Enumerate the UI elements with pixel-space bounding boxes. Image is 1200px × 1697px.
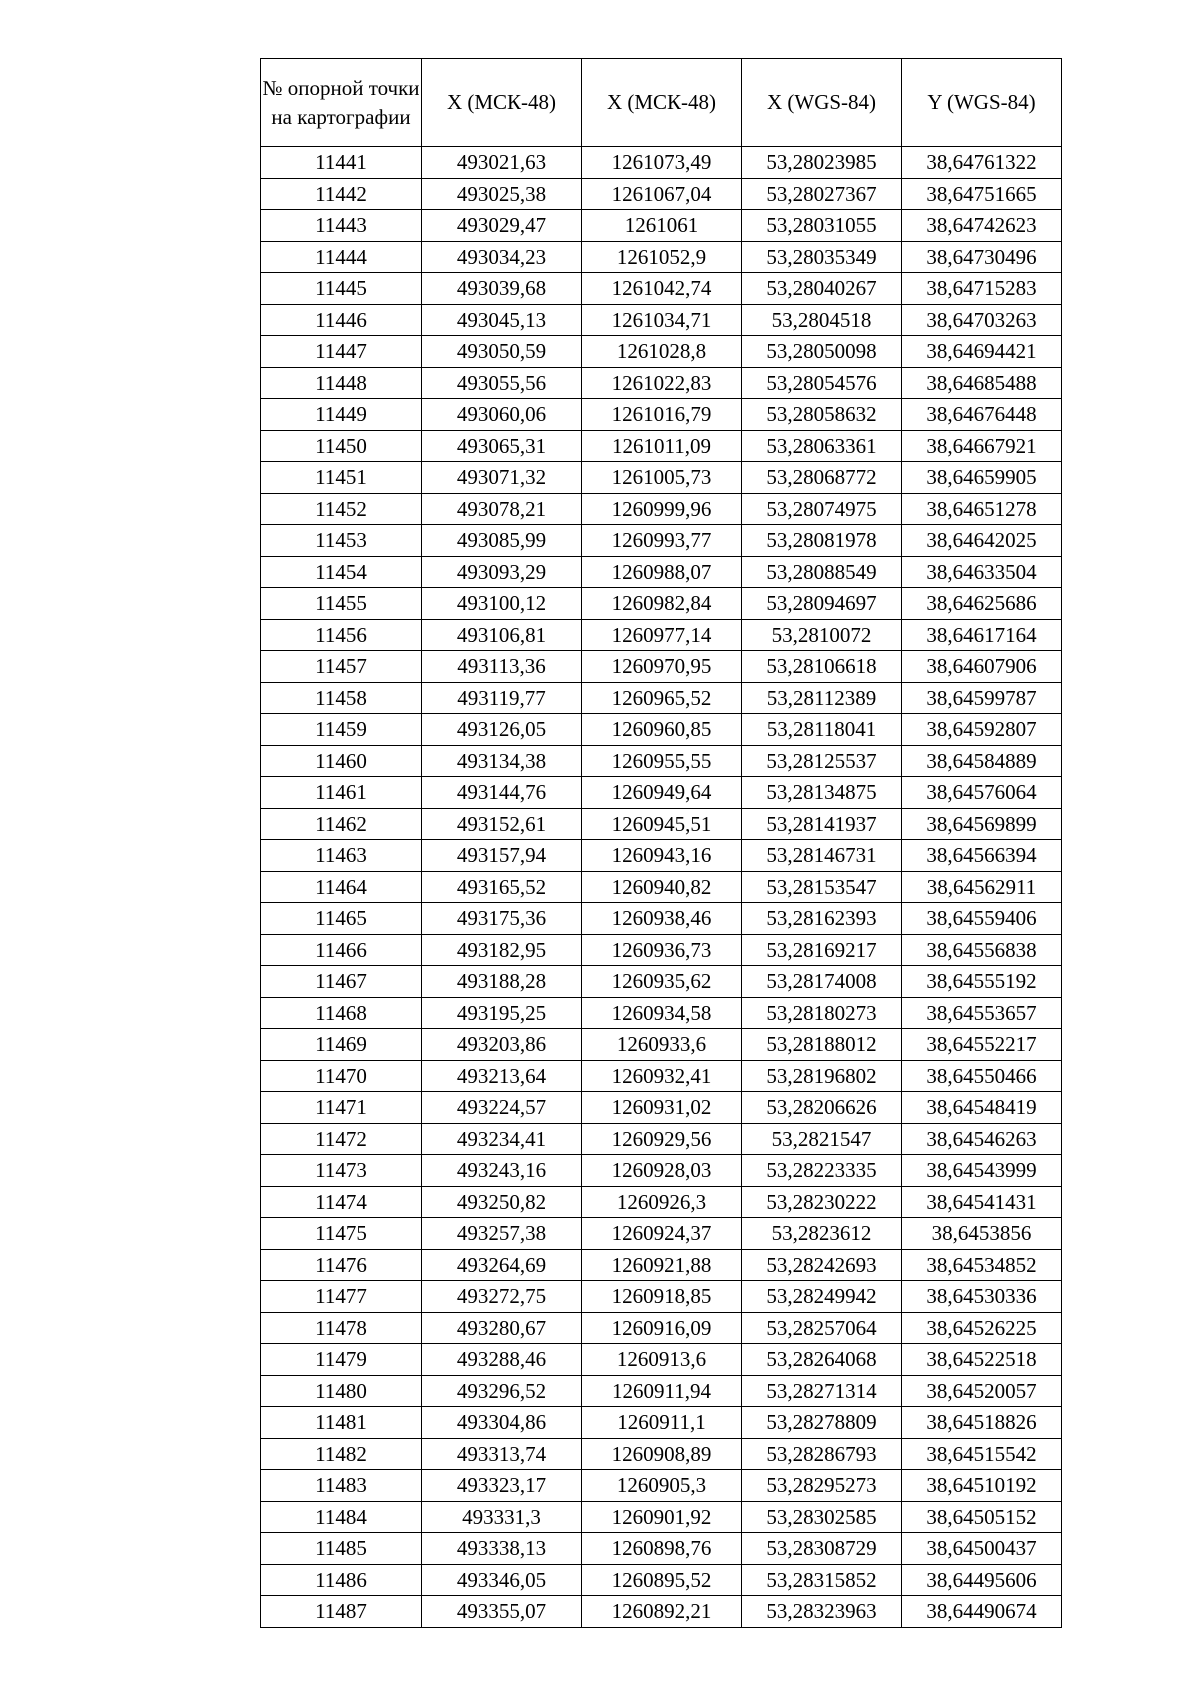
table-row <box>261 1596 1062 1628</box>
cell-x-msk48-second: 1261042,74 <box>582 273 742 305</box>
cell-x-wgs84: 53,28188012 <box>742 1029 902 1061</box>
cell-y-wgs84: 38,64659905 <box>902 462 1062 494</box>
cell-x-wgs84: 53,28169217 <box>742 934 902 966</box>
table-row <box>261 966 1062 998</box>
cell-x-wgs84: 53,28134875 <box>742 777 902 809</box>
cell-y-wgs84: 38,64685488 <box>902 367 1062 399</box>
cell-x-wgs84: 53,28081978 <box>742 525 902 557</box>
cell-x-wgs84: 53,28125537 <box>742 745 902 777</box>
cell-y-wgs84: 38,64526225 <box>902 1312 1062 1344</box>
table-body <box>261 147 1062 1628</box>
cell-x-msk48: 493144,76 <box>422 777 582 809</box>
cell-x-msk48: 493338,13 <box>422 1533 582 1565</box>
cell-y-wgs84: 38,64550466 <box>902 1060 1062 1092</box>
cell-x-msk48: 493182,95 <box>422 934 582 966</box>
cell-x-msk48-second: 1260924,37 <box>582 1218 742 1250</box>
cell-x-wgs84: 53,28153547 <box>742 871 902 903</box>
cell-point-number: 11467 <box>261 966 422 998</box>
cell-point-number: 11441 <box>261 147 422 179</box>
table-row <box>261 178 1062 210</box>
cell-y-wgs84: 38,64617164 <box>902 619 1062 651</box>
table-row <box>261 367 1062 399</box>
cell-x-wgs84: 53,28162393 <box>742 903 902 935</box>
cell-x-msk48: 493126,05 <box>422 714 582 746</box>
table-row <box>261 1092 1062 1124</box>
cell-point-number: 11474 <box>261 1186 422 1218</box>
cell-x-wgs84: 53,28027367 <box>742 178 902 210</box>
cell-x-msk48-second: 1260918,85 <box>582 1281 742 1313</box>
cell-x-msk48-second: 1260921,88 <box>582 1249 742 1281</box>
table-row <box>261 871 1062 903</box>
table-row <box>261 903 1062 935</box>
cell-x-msk48: 493250,82 <box>422 1186 582 1218</box>
cell-x-msk48-second: 1260960,85 <box>582 714 742 746</box>
header-y-wgs84: Y (WGS-84) <box>902 59 1062 147</box>
cell-y-wgs84: 38,64576064 <box>902 777 1062 809</box>
cell-x-wgs84: 53,28141937 <box>742 808 902 840</box>
cell-y-wgs84: 38,64625686 <box>902 588 1062 620</box>
cell-x-msk48: 493134,38 <box>422 745 582 777</box>
cell-y-wgs84: 38,64541431 <box>902 1186 1062 1218</box>
cell-x-msk48-second: 1261011,09 <box>582 430 742 462</box>
cell-x-msk48: 493100,12 <box>422 588 582 620</box>
cell-x-msk48: 493331,3 <box>422 1501 582 1533</box>
cell-x-msk48: 493060,06 <box>422 399 582 431</box>
cell-x-wgs84: 53,28308729 <box>742 1533 902 1565</box>
cell-point-number: 11447 <box>261 336 422 368</box>
cell-y-wgs84: 38,64548419 <box>902 1092 1062 1124</box>
header-point-number: № опорной точки на картографии <box>261 59 422 147</box>
table-row <box>261 430 1062 462</box>
cell-point-number: 11463 <box>261 840 422 872</box>
cell-y-wgs84: 38,64715283 <box>902 273 1062 305</box>
table-row <box>261 619 1062 651</box>
cell-y-wgs84: 38,64520057 <box>902 1375 1062 1407</box>
cell-x-wgs84: 53,28295273 <box>742 1470 902 1502</box>
cell-x-msk48: 493188,28 <box>422 966 582 998</box>
coordinates-table <box>260 58 1062 1628</box>
table-row <box>261 934 1062 966</box>
cell-point-number: 11458 <box>261 682 422 714</box>
cell-point-number: 11479 <box>261 1344 422 1376</box>
cell-y-wgs84: 38,64495606 <box>902 1564 1062 1596</box>
cell-point-number: 11471 <box>261 1092 422 1124</box>
cell-x-msk48: 493085,99 <box>422 525 582 557</box>
cell-x-msk48-second: 1261073,49 <box>582 147 742 179</box>
cell-y-wgs84: 38,64592807 <box>902 714 1062 746</box>
cell-y-wgs84: 38,64515542 <box>902 1438 1062 1470</box>
cell-x-wgs84: 53,28174008 <box>742 966 902 998</box>
cell-x-msk48-second: 1260955,55 <box>582 745 742 777</box>
cell-x-msk48-second: 1260895,52 <box>582 1564 742 1596</box>
cell-y-wgs84: 38,64555192 <box>902 966 1062 998</box>
cell-x-msk48-second: 1260911,1 <box>582 1407 742 1439</box>
table-row <box>261 241 1062 273</box>
cell-x-msk48: 493257,38 <box>422 1218 582 1250</box>
cell-point-number: 11448 <box>261 367 422 399</box>
cell-x-wgs84: 53,28040267 <box>742 273 902 305</box>
cell-x-wgs84: 53,28223335 <box>742 1155 902 1187</box>
cell-x-msk48: 493165,52 <box>422 871 582 903</box>
table-row <box>261 714 1062 746</box>
cell-y-wgs84: 38,64530336 <box>902 1281 1062 1313</box>
cell-x-msk48: 493195,25 <box>422 997 582 1029</box>
cell-y-wgs84: 38,64569899 <box>902 808 1062 840</box>
cell-y-wgs84: 38,64751665 <box>902 178 1062 210</box>
cell-x-msk48-second: 1260982,84 <box>582 588 742 620</box>
table-row <box>261 1312 1062 1344</box>
cell-x-wgs84: 53,28035349 <box>742 241 902 273</box>
cell-x-wgs84: 53,28278809 <box>742 1407 902 1439</box>
cell-x-msk48: 493313,74 <box>422 1438 582 1470</box>
cell-x-msk48-second: 1260935,62 <box>582 966 742 998</box>
table-row <box>261 1438 1062 1470</box>
cell-x-msk48: 493119,77 <box>422 682 582 714</box>
table-row <box>261 1249 1062 1281</box>
table-row <box>261 651 1062 683</box>
cell-x-msk48: 493106,81 <box>422 619 582 651</box>
cell-x-msk48: 493065,31 <box>422 430 582 462</box>
table-row <box>261 1501 1062 1533</box>
cell-y-wgs84: 38,64552217 <box>902 1029 1062 1061</box>
cell-point-number: 11465 <box>261 903 422 935</box>
cell-y-wgs84: 38,64607906 <box>902 651 1062 683</box>
cell-x-wgs84: 53,28031055 <box>742 210 902 242</box>
cell-x-msk48: 493243,16 <box>422 1155 582 1187</box>
cell-point-number: 11443 <box>261 210 422 242</box>
cell-x-wgs84: 53,2810072 <box>742 619 902 651</box>
cell-y-wgs84: 38,64694421 <box>902 336 1062 368</box>
table-row <box>261 1533 1062 1565</box>
cell-point-number: 11480 <box>261 1375 422 1407</box>
cell-y-wgs84: 38,64505152 <box>902 1501 1062 1533</box>
cell-y-wgs84: 38,64546263 <box>902 1123 1062 1155</box>
cell-x-msk48: 493323,17 <box>422 1470 582 1502</box>
cell-x-msk48-second: 1260943,16 <box>582 840 742 872</box>
table-row <box>261 493 1062 525</box>
cell-point-number: 11481 <box>261 1407 422 1439</box>
cell-point-number: 11468 <box>261 997 422 1029</box>
cell-x-wgs84: 53,28118041 <box>742 714 902 746</box>
cell-x-msk48-second: 1260970,95 <box>582 651 742 683</box>
cell-x-msk48-second: 1260916,09 <box>582 1312 742 1344</box>
table-row <box>261 525 1062 557</box>
cell-x-wgs84: 53,28286793 <box>742 1438 902 1470</box>
cell-x-msk48: 493045,13 <box>422 304 582 336</box>
header-x-wgs84: X (WGS-84) <box>742 59 902 147</box>
cell-x-wgs84: 53,28054576 <box>742 367 902 399</box>
cell-y-wgs84: 38,64553657 <box>902 997 1062 1029</box>
cell-x-msk48-second: 1261005,73 <box>582 462 742 494</box>
cell-x-msk48-second: 1260908,89 <box>582 1438 742 1470</box>
cell-x-msk48-second: 1260949,64 <box>582 777 742 809</box>
cell-x-msk48: 493093,29 <box>422 556 582 588</box>
cell-x-wgs84: 53,2821547 <box>742 1123 902 1155</box>
table-row <box>261 777 1062 809</box>
cell-x-wgs84: 53,28271314 <box>742 1375 902 1407</box>
cell-y-wgs84: 38,64651278 <box>902 493 1062 525</box>
cell-x-msk48-second: 1260988,07 <box>582 556 742 588</box>
cell-x-msk48: 493078,21 <box>422 493 582 525</box>
cell-y-wgs84: 38,64730496 <box>902 241 1062 273</box>
header-row <box>261 59 1062 147</box>
table-row <box>261 1344 1062 1376</box>
cell-x-msk48-second: 1261067,04 <box>582 178 742 210</box>
cell-x-msk48-second: 1260938,46 <box>582 903 742 935</box>
cell-x-wgs84: 53,28063361 <box>742 430 902 462</box>
cell-x-msk48: 493071,32 <box>422 462 582 494</box>
cell-point-number: 11456 <box>261 619 422 651</box>
table-row <box>261 1186 1062 1218</box>
table-row <box>261 1218 1062 1250</box>
cell-y-wgs84: 38,64510192 <box>902 1470 1062 1502</box>
cell-x-msk48-second: 1261028,8 <box>582 336 742 368</box>
cell-y-wgs84: 38,64562911 <box>902 871 1062 903</box>
cell-x-msk48-second: 1260965,52 <box>582 682 742 714</box>
cell-x-msk48-second: 1260898,76 <box>582 1533 742 1565</box>
cell-y-wgs84: 38,64500437 <box>902 1533 1062 1565</box>
cell-y-wgs84: 38,64518826 <box>902 1407 1062 1439</box>
table-header <box>261 59 1062 147</box>
cell-x-msk48: 493113,36 <box>422 651 582 683</box>
cell-x-msk48-second: 1261052,9 <box>582 241 742 273</box>
cell-x-wgs84: 53,28196802 <box>742 1060 902 1092</box>
cell-x-msk48: 493264,69 <box>422 1249 582 1281</box>
cell-point-number: 11459 <box>261 714 422 746</box>
table-row <box>261 336 1062 368</box>
cell-x-wgs84: 53,28264068 <box>742 1344 902 1376</box>
cell-point-number: 11486 <box>261 1564 422 1596</box>
cell-x-msk48-second: 1260945,51 <box>582 808 742 840</box>
cell-y-wgs84: 38,64556838 <box>902 934 1062 966</box>
table-row <box>261 1470 1062 1502</box>
cell-point-number: 11483 <box>261 1470 422 1502</box>
cell-x-msk48-second: 1260999,96 <box>582 493 742 525</box>
cell-x-wgs84: 53,28094697 <box>742 588 902 620</box>
cell-x-wgs84: 53,28249942 <box>742 1281 902 1313</box>
cell-x-msk48: 493152,61 <box>422 808 582 840</box>
cell-point-number: 11461 <box>261 777 422 809</box>
cell-x-wgs84: 53,28323963 <box>742 1596 902 1628</box>
cell-x-msk48: 493272,75 <box>422 1281 582 1313</box>
cell-point-number: 11462 <box>261 808 422 840</box>
table-row <box>261 1375 1062 1407</box>
cell-y-wgs84: 38,64534852 <box>902 1249 1062 1281</box>
cell-y-wgs84: 38,64642025 <box>902 525 1062 557</box>
cell-point-number: 11445 <box>261 273 422 305</box>
cell-point-number: 11444 <box>261 241 422 273</box>
cell-x-wgs84: 53,28023985 <box>742 147 902 179</box>
cell-x-wgs84: 53,28302585 <box>742 1501 902 1533</box>
table-row <box>261 1123 1062 1155</box>
cell-x-wgs84: 53,28257064 <box>742 1312 902 1344</box>
cell-x-msk48-second: 1260905,3 <box>582 1470 742 1502</box>
cell-x-msk48-second: 1261022,83 <box>582 367 742 399</box>
cell-y-wgs84: 38,64667921 <box>902 430 1062 462</box>
cell-y-wgs84: 38,64633504 <box>902 556 1062 588</box>
cell-x-msk48-second: 1260931,02 <box>582 1092 742 1124</box>
cell-y-wgs84: 38,64490674 <box>902 1596 1062 1628</box>
cell-x-wgs84: 53,28068772 <box>742 462 902 494</box>
cell-y-wgs84: 38,64584889 <box>902 745 1062 777</box>
cell-x-msk48: 493039,68 <box>422 273 582 305</box>
cell-x-wgs84: 53,28146731 <box>742 840 902 872</box>
cell-x-msk48-second: 1260933,6 <box>582 1029 742 1061</box>
cell-x-msk48-second: 1260977,14 <box>582 619 742 651</box>
cell-x-msk48: 493304,86 <box>422 1407 582 1439</box>
cell-point-number: 11460 <box>261 745 422 777</box>
cell-x-msk48: 493055,56 <box>422 367 582 399</box>
cell-x-msk48: 493213,64 <box>422 1060 582 1092</box>
table-row <box>261 147 1062 179</box>
cell-x-wgs84: 53,28230222 <box>742 1186 902 1218</box>
cell-point-number: 11466 <box>261 934 422 966</box>
cell-x-wgs84: 53,2823612 <box>742 1218 902 1250</box>
cell-y-wgs84: 38,64559406 <box>902 903 1062 935</box>
table-row <box>261 399 1062 431</box>
cell-x-wgs84: 53,28315852 <box>742 1564 902 1596</box>
cell-point-number: 11452 <box>261 493 422 525</box>
cell-x-msk48: 493355,07 <box>422 1596 582 1628</box>
cell-y-wgs84: 38,64599787 <box>902 682 1062 714</box>
cell-x-wgs84: 53,28088549 <box>742 556 902 588</box>
cell-x-msk48: 493175,36 <box>422 903 582 935</box>
table-row <box>261 682 1062 714</box>
cell-x-msk48-second: 1260993,77 <box>582 525 742 557</box>
cell-x-msk48-second: 1260911,94 <box>582 1375 742 1407</box>
cell-x-wgs84: 53,28050098 <box>742 336 902 368</box>
cell-x-msk48: 493280,67 <box>422 1312 582 1344</box>
cell-point-number: 11484 <box>261 1501 422 1533</box>
table-row <box>261 1155 1062 1187</box>
cell-point-number: 11482 <box>261 1438 422 1470</box>
cell-x-wgs84: 53,2804518 <box>742 304 902 336</box>
table-row <box>261 808 1062 840</box>
table-row <box>261 273 1062 305</box>
cell-x-msk48-second: 1260932,41 <box>582 1060 742 1092</box>
cell-point-number: 11442 <box>261 178 422 210</box>
cell-point-number: 11472 <box>261 1123 422 1155</box>
cell-point-number: 11449 <box>261 399 422 431</box>
cell-y-wgs84: 38,64522518 <box>902 1344 1062 1376</box>
cell-x-msk48: 493224,57 <box>422 1092 582 1124</box>
table-row <box>261 210 1062 242</box>
cell-x-msk48: 493346,05 <box>422 1564 582 1596</box>
cell-x-msk48: 493029,47 <box>422 210 582 242</box>
cell-point-number: 11455 <box>261 588 422 620</box>
cell-x-msk48: 493021,63 <box>422 147 582 179</box>
cell-x-msk48: 493234,41 <box>422 1123 582 1155</box>
table-row <box>261 840 1062 872</box>
cell-x-msk48-second: 1260892,21 <box>582 1596 742 1628</box>
cell-y-wgs84: 38,6453856 <box>902 1218 1062 1250</box>
cell-point-number: 11487 <box>261 1596 422 1628</box>
cell-x-wgs84: 53,28074975 <box>742 493 902 525</box>
cell-y-wgs84: 38,64543999 <box>902 1155 1062 1187</box>
cell-x-msk48-second: 1260929,56 <box>582 1123 742 1155</box>
cell-x-wgs84: 53,28106618 <box>742 651 902 683</box>
cell-x-msk48-second: 1261016,79 <box>582 399 742 431</box>
cell-x-wgs84: 53,28206626 <box>742 1092 902 1124</box>
header-x-msk48-second: X (МСК-48) <box>582 59 742 147</box>
cell-x-wgs84: 53,28180273 <box>742 997 902 1029</box>
cell-point-number: 11457 <box>261 651 422 683</box>
cell-point-number: 11451 <box>261 462 422 494</box>
cell-point-number: 11473 <box>261 1155 422 1187</box>
cell-x-msk48: 493025,38 <box>422 178 582 210</box>
cell-x-msk48-second: 1261061 <box>582 210 742 242</box>
cell-x-msk48-second: 1260901,92 <box>582 1501 742 1533</box>
cell-point-number: 11453 <box>261 525 422 557</box>
cell-x-msk48-second: 1260940,82 <box>582 871 742 903</box>
header-x-msk48: X (МСК-48) <box>422 59 582 147</box>
cell-point-number: 11470 <box>261 1060 422 1092</box>
table-row <box>261 745 1062 777</box>
cell-x-wgs84: 53,28058632 <box>742 399 902 431</box>
cell-x-wgs84: 53,28112389 <box>742 682 902 714</box>
cell-point-number: 11450 <box>261 430 422 462</box>
cell-x-msk48-second: 1260934,58 <box>582 997 742 1029</box>
cell-y-wgs84: 38,64566394 <box>902 840 1062 872</box>
cell-x-msk48: 493034,23 <box>422 241 582 273</box>
cell-point-number: 11476 <box>261 1249 422 1281</box>
cell-y-wgs84: 38,64703263 <box>902 304 1062 336</box>
table-row <box>261 304 1062 336</box>
table-row <box>261 1564 1062 1596</box>
cell-point-number: 11477 <box>261 1281 422 1313</box>
table-row <box>261 462 1062 494</box>
cell-x-wgs84: 53,28242693 <box>742 1249 902 1281</box>
cell-x-msk48-second: 1260936,73 <box>582 934 742 966</box>
cell-point-number: 11454 <box>261 556 422 588</box>
table-row <box>261 556 1062 588</box>
cell-point-number: 11475 <box>261 1218 422 1250</box>
cell-x-msk48: 493203,86 <box>422 1029 582 1061</box>
cell-point-number: 11464 <box>261 871 422 903</box>
table-row <box>261 1060 1062 1092</box>
cell-point-number: 11446 <box>261 304 422 336</box>
cell-point-number: 11485 <box>261 1533 422 1565</box>
cell-point-number: 11478 <box>261 1312 422 1344</box>
table-row <box>261 997 1062 1029</box>
cell-x-msk48: 493288,46 <box>422 1344 582 1376</box>
cell-y-wgs84: 38,64676448 <box>902 399 1062 431</box>
cell-x-msk48-second: 1261034,71 <box>582 304 742 336</box>
cell-y-wgs84: 38,64761322 <box>902 147 1062 179</box>
cell-y-wgs84: 38,64742623 <box>902 210 1062 242</box>
cell-point-number: 11469 <box>261 1029 422 1061</box>
cell-x-msk48: 493050,59 <box>422 336 582 368</box>
cell-x-msk48: 493296,52 <box>422 1375 582 1407</box>
table-row <box>261 588 1062 620</box>
cell-x-msk48-second: 1260913,6 <box>582 1344 742 1376</box>
table-row <box>261 1407 1062 1439</box>
cell-x-msk48-second: 1260928,03 <box>582 1155 742 1187</box>
cell-x-msk48: 493157,94 <box>422 840 582 872</box>
cell-x-msk48-second: 1260926,3 <box>582 1186 742 1218</box>
table-row <box>261 1029 1062 1061</box>
table-row <box>261 1281 1062 1313</box>
